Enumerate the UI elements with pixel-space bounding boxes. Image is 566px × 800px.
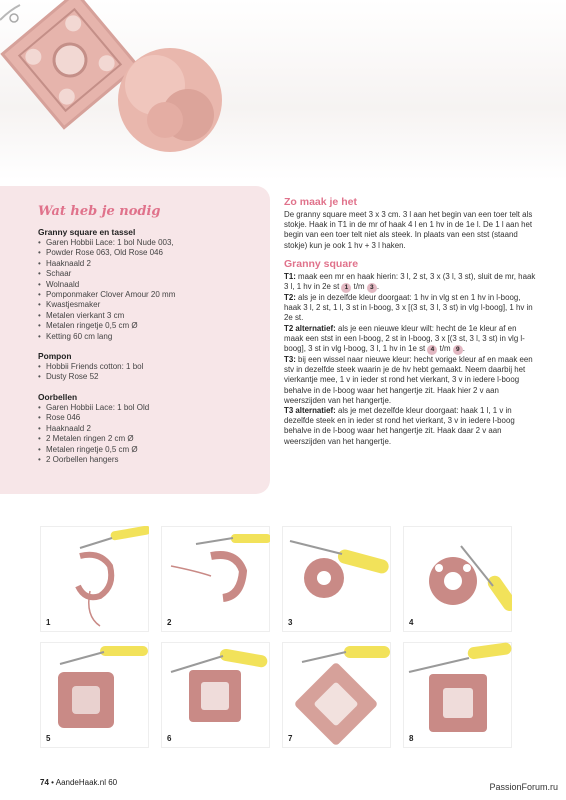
round-3-alternative: [284, 406, 536, 447]
step-photo-8: [403, 642, 512, 748]
step-badge: 1: [341, 283, 351, 293]
round-text: als je met dezelfde kleur doorgaat: haak 1 l, 1 v in dezelfde steek en in ieder st rond het vierkant, 3 v in iedere l-boog behalve in de l-boog waar het hangertje zit. Haak daar 2 v aan weerszijden van het hangertje.: [284, 406, 515, 446]
step-number: 7: [288, 734, 293, 743]
round-label: T3 alternatief:: [284, 406, 336, 416]
round-3: [284, 355, 536, 406]
yarn-hook-illustration: [40, 526, 149, 632]
list-item: • 2 Metalen ringen 2 cm Ø: [38, 434, 260, 444]
yarn-hook-illustration: [40, 642, 149, 748]
step-badge: 3: [367, 283, 377, 293]
round-end: .: [376, 282, 380, 292]
watermark: PassionForum.ru: [489, 782, 558, 792]
page-footer: [40, 778, 117, 787]
yarn-hook-illustration: [161, 526, 270, 632]
yarn-hook-illustration: [161, 642, 270, 748]
step-number: 1: [46, 618, 51, 627]
materials-panel: [0, 186, 270, 494]
step-badge: 9: [453, 345, 463, 355]
list-item: • Metalen vierkant 3 cm: [38, 311, 260, 321]
range-separator: t/m: [437, 344, 453, 354]
list-item: • Ketting 60 cm lang: [38, 332, 260, 342]
round-text: als je een nieuwe kleur wilt: hecht de 1e kleur af en maak een stst in een l-boog, 2 st in l-boog, 3 x [(3 st, 3 l, 3 st) in vlg l-boog], 3 st in vlg l-boog, 3 l, 1 hv in 1e st: [284, 323, 525, 354]
list-item: • Kwastjesmaker: [38, 300, 260, 310]
materials-list-pompon: [38, 362, 260, 383]
round-label: T2:: [284, 293, 296, 303]
step-number: 5: [46, 734, 51, 743]
list-item: • Haaknaald 2: [38, 259, 260, 269]
yarn-hook-illustration: [282, 526, 391, 632]
yarn-hook-illustration: [403, 526, 512, 632]
round-2: [284, 293, 536, 324]
step-photo-grid: [40, 526, 514, 748]
instructions-title: Zo maak je het: [284, 196, 357, 208]
round-text: maak een mr en haak hierin: 3 l, 2 st, 3 x (3 l, 3 st), sluit de mr, haak 3 l, 1 hv in 2e st: [284, 271, 536, 292]
step-photo-4: [403, 526, 512, 632]
section-heading-granny: Granny square en tassel: [38, 227, 136, 237]
round-2-alternative: [284, 324, 536, 355]
list-item: • Schaar: [38, 269, 260, 279]
magazine-name: AandeHaak.nl 60: [55, 778, 118, 787]
round-label: T2 alternatief:: [284, 323, 336, 333]
list-item: • Haaknaald 2: [38, 424, 260, 434]
step-photo-6: [161, 642, 270, 748]
range-separator: t/m: [351, 282, 367, 292]
round-1: [284, 272, 536, 293]
round-text: bij een wissel naar nieuwe kleur: hecht vorige kleur af en maak een stv in dezelfde steek waarin je de hv hebt gemaakt. Neem daarbij het vierkantje mee, 1 v in ieder st rond het vierkant, 3 v in iedere l-boog behalve in de l-boog waar het hangertje zit. Haak hier 2 v aan weerszijden van het hangertje.: [284, 355, 533, 405]
step-photo-7: [282, 642, 391, 748]
list-item: • Wolnaald: [38, 280, 260, 290]
section-heading-pompon: Pompon: [38, 351, 72, 362]
materials-list-granny: [38, 238, 260, 342]
list-item: • Hobbii Friends cotton: 1 bol: [38, 362, 260, 372]
yarn-hook-illustration: [282, 642, 391, 748]
round-end: .: [462, 344, 465, 354]
materials-list-oorbellen: [38, 403, 260, 465]
intro-paragraph: De granny square meet 3 x 3 cm. 3 l aan het begin van een toer telt als stokje. Haak in T1 in de mr of haak 4 l en 1 hv in de 1e l. De 1 l aan het begin van een toer telt niet als steek. In plaats van een stst (staand stokje) kun je ook 1 hv + 3 l haken.: [284, 210, 533, 250]
section-heading-oorbellen: Oorbellen: [38, 391, 78, 402]
step-photo-3: [282, 526, 391, 632]
list-item: • Pomponmaker Clover Amour 20 mm: [38, 290, 260, 300]
step-number: 8: [409, 734, 414, 743]
instructions-column: [284, 196, 536, 447]
list-item: • Dusty Rose 52: [38, 372, 260, 382]
list-item: • 2 Oorbellen hangers: [38, 455, 260, 465]
step-photo-2: [161, 526, 270, 632]
footer-bullet: •: [51, 778, 54, 787]
step-badge: 4: [427, 345, 437, 355]
step-number: 4: [409, 618, 414, 627]
round-label: T1:: [284, 271, 296, 281]
step-number: 2: [167, 618, 172, 627]
round-text: als je in dezelfde kleur doorgaat: 1 hv in vlg st en 1 hv in l-boog, haak 3 l, 2 st, 1 l, 3 st in l-boog, 3 x [(3 st, 3 l, 3 st) in vlg l-boog], 1 hv in 2e st.: [284, 293, 533, 323]
page-number: 74: [40, 778, 49, 787]
hero-photo: [0, 0, 566, 180]
list-item: • Metalen ringetje 0,5 cm Ø: [38, 445, 260, 455]
list-item: • Powder Rose 063, Old Rose 046: [38, 248, 260, 258]
step-photo-1: [40, 526, 149, 632]
list-item: • Metalen ringetje 0,5 cm Ø: [38, 321, 260, 331]
step-photo-5: [40, 642, 149, 748]
list-item: • Garen Hobbii Lace: 1 bol Old: [38, 403, 260, 413]
step-number: 6: [167, 734, 172, 743]
step-number: 3: [288, 618, 293, 627]
list-item: • Garen Hobbii Lace: 1 bol Nude 003,: [38, 238, 260, 248]
yarn-hook-illustration: [403, 642, 512, 748]
granny-square-necklace-illustration: [0, 0, 566, 180]
materials-title: Wat heb je nodig: [38, 204, 161, 219]
list-item: • Rose 046: [38, 413, 260, 423]
round-label: T3:: [284, 355, 296, 365]
granny-square-title: Granny square: [284, 257, 359, 270]
